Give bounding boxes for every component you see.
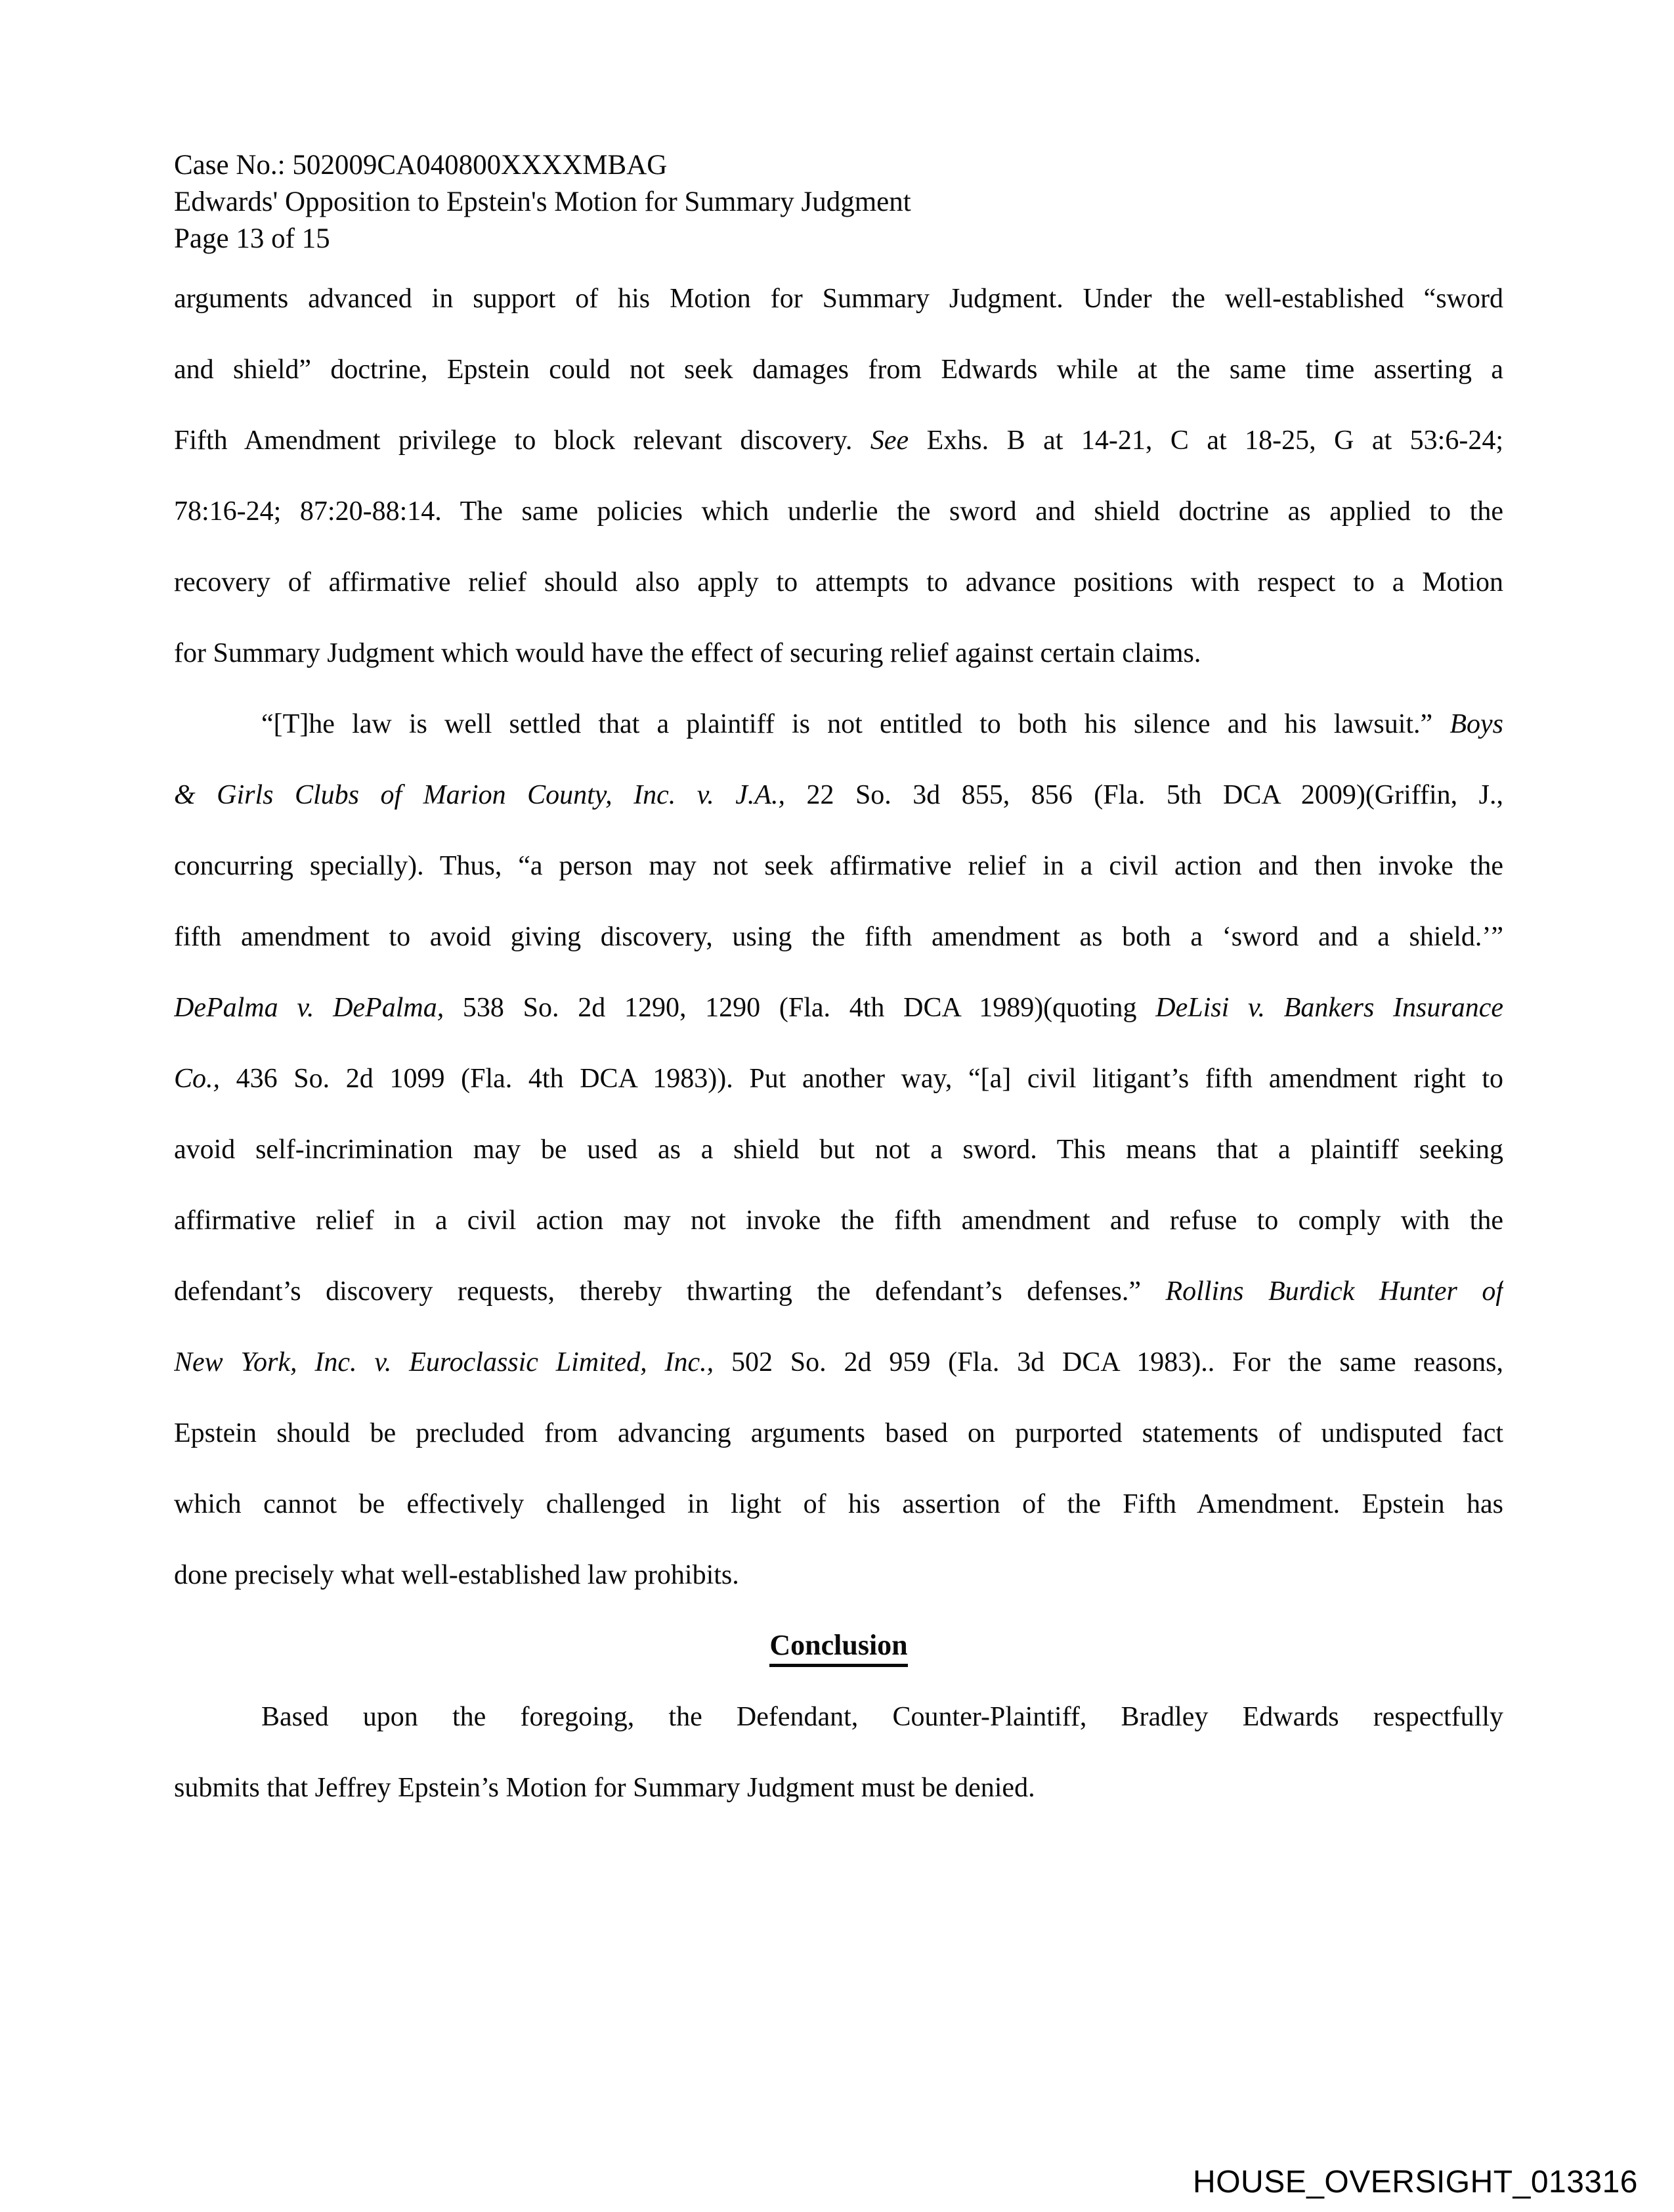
text-run: fifth amendment to avoid giving discovery, using the fifth amendment as both a ‘sword and a shield.’” xyxy=(174,922,1503,952)
text-line xyxy=(174,1681,1503,1752)
italic-text: DeLisi v. Bankers Insurance xyxy=(1155,993,1503,1023)
text-run: defendant’s discovery requests, thereby thwarting the defendant’s defenses.” xyxy=(174,1276,1166,1307)
text-line xyxy=(174,334,1503,405)
text-run: for Summary Judgment which would have the effect of securing relief against certain claims. xyxy=(174,638,1201,668)
text-line xyxy=(174,1185,1503,1256)
italic-text: Boys xyxy=(1449,709,1503,739)
text-line xyxy=(174,1256,1503,1327)
text-run: recovery of affirmative relief should also apply to attempts to advance positions with respect to a Motion xyxy=(174,567,1503,597)
italic-text: Co., xyxy=(174,1064,221,1094)
italic-text: See xyxy=(870,425,909,456)
text-run: Based upon the foregoing, the Defendant, Counter-Plaintiff, Bradley Edwards respectfully xyxy=(261,1702,1503,1732)
section-heading xyxy=(174,1611,1503,1681)
text-run: Fifth Amendment privilege to block relevant discovery. xyxy=(174,425,870,456)
text-line xyxy=(174,901,1503,972)
text-line xyxy=(174,405,1503,476)
text-run: Epstein should be precluded from advancing arguments based on purported statements of undisputed fact xyxy=(174,1418,1503,1448)
document-header xyxy=(174,147,911,257)
italic-text: New York, Inc. v. Euroclassic Limited, Inc., xyxy=(174,1347,714,1377)
document-body xyxy=(174,263,1503,1823)
text-run: 78:16-24; 87:20-88:14. The same policies which underlie the sword and shield doctrine as applied to the xyxy=(174,496,1503,527)
text-line xyxy=(174,831,1503,901)
text-line xyxy=(174,1398,1503,1469)
text-line xyxy=(174,1327,1503,1398)
text-run: Exhs. B at 14-21, C at 18-25, G at 53:6-24; xyxy=(909,425,1503,456)
text-line xyxy=(174,972,1503,1043)
text-run: submits that Jeffrey Epstein’s Motion for Summary Judgment must be denied. xyxy=(174,1773,1035,1803)
text-run: concurring specially). Thus, “a person may not seek affirmative relief in a civil action and then invoke the xyxy=(174,851,1503,881)
text-line xyxy=(174,1540,1503,1611)
text-line xyxy=(174,618,1503,689)
text-run: which cannot be effectively challenged in light of his assertion of the Fifth Amendment. Epstein has xyxy=(174,1489,1503,1519)
text-line xyxy=(174,1043,1503,1114)
text-run: done precisely what well-established law prohibits. xyxy=(174,1560,739,1590)
text-run: avoid self-incrimination may be used as a shield but not a sword. This means that a plaintiff seeking xyxy=(174,1135,1503,1165)
text-run: and shield” doctrine, Epstein could not seek damages from Edwards while at the same time asserting a xyxy=(174,355,1503,385)
case-number: Case No.: 502009CA040800XXXXMBAG xyxy=(174,150,668,181)
text-run: “[T]he law is well settled that a plaintiff is not entitled to both his silence and his lawsuit.” xyxy=(261,709,1450,739)
italic-text: & Girls Clubs of Marion County, Inc. v. J.A., xyxy=(174,780,785,810)
text-run: 436 So. 2d 1099 (Fla. 4th DCA 1983)). Put another way, “[a] civil litigant’s fifth amendment right to xyxy=(220,1064,1503,1094)
text-run: 22 So. 3d 855, 856 (Fla. 5th DCA 2009)(Griffin, J., xyxy=(785,780,1503,810)
text-line xyxy=(174,760,1503,831)
text-line xyxy=(174,689,1503,760)
text-run: arguments advanced in support of his Motion for Summary Judgment. Under the well-established “sword xyxy=(174,284,1503,314)
text-line xyxy=(174,1469,1503,1540)
text-line xyxy=(174,476,1503,547)
text-line xyxy=(174,1114,1503,1185)
page-number: Page 13 of 15 xyxy=(174,223,330,254)
text-line xyxy=(174,1752,1503,1823)
text-run: 538 So. 2d 1290, 1290 (Fla. 4th DCA 1989)(quoting xyxy=(444,993,1156,1023)
section-heading-text: Conclusion xyxy=(769,1629,907,1667)
text-run: affirmative relief in a civil action may not invoke the fifth amendment and refuse to comply with the xyxy=(174,1205,1503,1236)
italic-text: Rollins Burdick Hunter of xyxy=(1165,1276,1503,1307)
bates-number: HOUSE_OVERSIGHT_013316 xyxy=(1193,2165,1638,2200)
document-title: Edwards' Opposition to Epstein's Motion for Summary Judgment xyxy=(174,186,911,217)
text-line xyxy=(174,263,1503,334)
text-run: 502 So. 2d 959 (Fla. 3d DCA 1983).. For the same reasons, xyxy=(714,1347,1503,1377)
text-line xyxy=(174,547,1503,618)
italic-text: DePalma v. DePalma, xyxy=(174,993,444,1023)
